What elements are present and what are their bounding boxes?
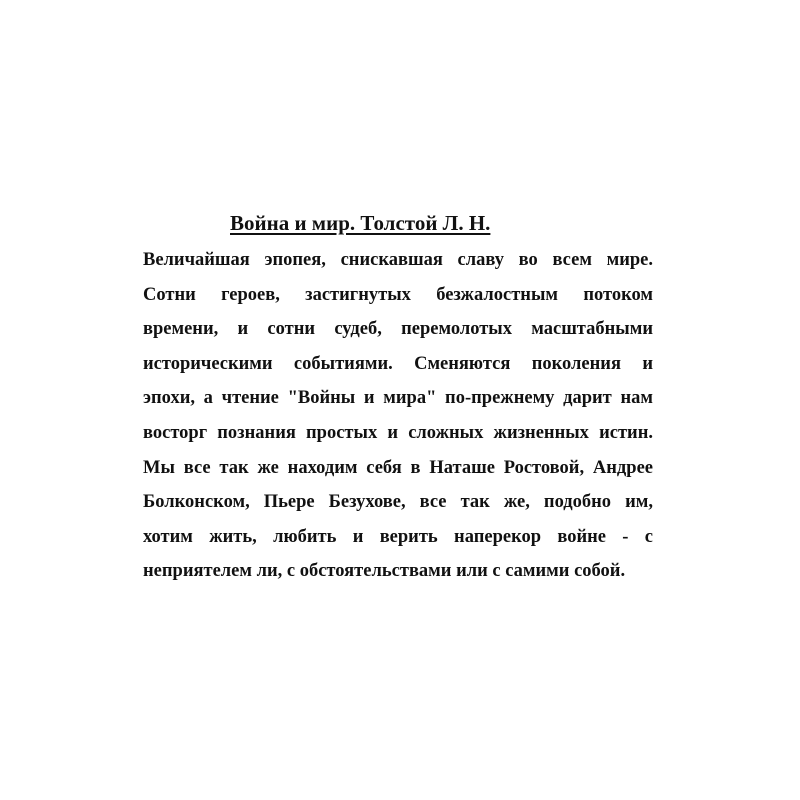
text-line: времени, и сотни судеб, перемолотых масштабными [143, 319, 653, 340]
text-line: хотим жить, любить и верить наперекор войне - с [143, 526, 653, 547]
text-line: Мы все так же находим себя в Наташе Ростовой, Андрее [143, 457, 653, 478]
text-line: Сотни героев, застигнутых безжалостным потоком [143, 284, 653, 305]
text-line: Болконском, Пьере Безухове, все так же, подобно им, [143, 492, 653, 513]
text-line: историческими событиями. Сменяются поколения и [143, 353, 653, 374]
text-line: эпохи, а чтение "Войны и мира" по-прежнему дарит нам [143, 388, 653, 409]
text-line: восторг познания простых и сложных жизненных истин. [143, 422, 653, 443]
text-line: Величайшая эпопея, снискавшая славу во всем мире. [143, 250, 653, 270]
document-body [143, 243, 653, 589]
text-line: неприятелем ли, с обстоятельствами или с самими собой. [143, 561, 626, 582]
document-title: Война и мир. Толстой Л. Н. [230, 211, 491, 235]
